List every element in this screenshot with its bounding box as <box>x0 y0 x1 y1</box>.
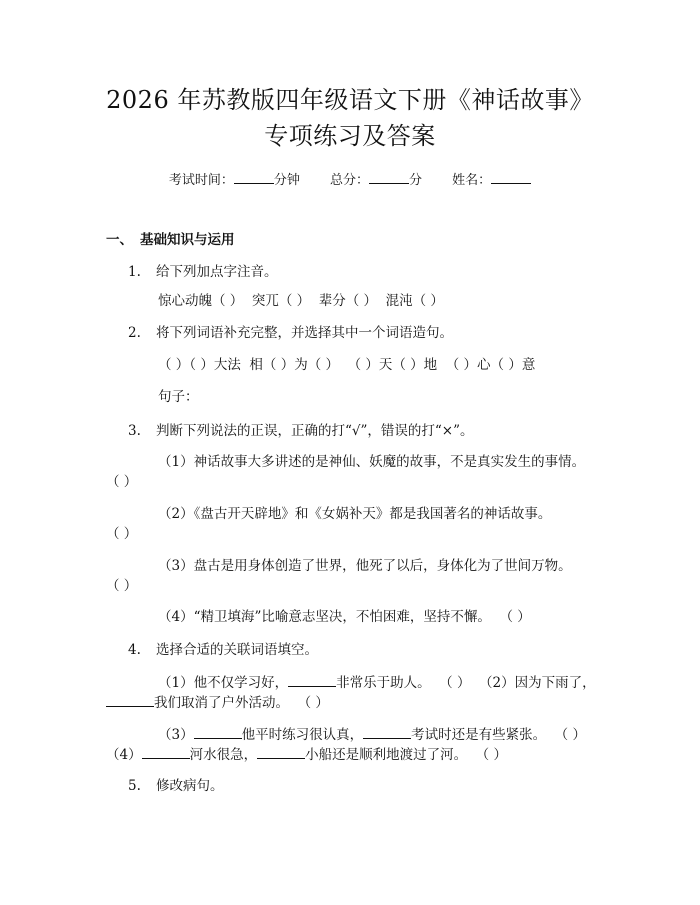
exam-score: 总分： 分 <box>330 173 422 188</box>
exam-time: 考试时间： 分钟 <box>169 173 300 188</box>
question-4: 4. 选择合适的关联词语填空。 <box>128 642 318 658</box>
section-heading: 一、 基础知识与运用 <box>106 232 235 248</box>
fill-blank <box>288 672 336 687</box>
fill-blank <box>194 724 242 739</box>
question-3-statement-2: （2）《盘古开天辟地》和《女娲补天》都是我国著名的神话故事。 <box>158 506 552 522</box>
question-1: 1. 给下列加点字注音。 <box>128 264 278 280</box>
fill-blank <box>106 692 154 707</box>
question-4-line-4: （4） 河水很急， 小船还是顺利地渡过了河。 （ ） <box>106 744 507 765</box>
fill-blank <box>363 724 411 739</box>
question-4-line-2: 我们取消了户外活动。 （ ） <box>106 692 329 713</box>
fill-blank <box>257 744 305 759</box>
question-3-paren-3: （ ） <box>106 578 138 594</box>
score-blank <box>369 169 409 184</box>
question-2: 2. 将下列词语补充完整，并选择其中一个词语造句。 <box>128 325 453 341</box>
question-1-items: 惊心动魄（ ） 突兀（ ） 辈分（ ） 混沌（ ） <box>158 293 444 309</box>
fill-blank <box>142 744 190 759</box>
question-4-line-3: （3） 他平时练习很认真， 考试时还是有些紧张。 （ ） <box>158 724 586 745</box>
question-5: 5. 修改病句。 <box>128 778 224 794</box>
exam-meta <box>0 169 700 191</box>
name-blank <box>491 169 531 184</box>
document-title: 2026 年苏教版四年级语文下册《神话故事》 <box>106 86 594 114</box>
question-3-statement-3: （3）盘古是用身体创造了世界，他死了以后，身体化为了世间万物。 <box>158 558 572 574</box>
question-3-paren-1: （ ） <box>106 474 138 490</box>
question-3-statement-1: （1）神话故事大多讲述的是神仙、妖魔的故事，不是真实发生的事情。 <box>158 454 586 470</box>
document-subtitle: 专项练习及答案 <box>264 122 436 150</box>
question-2-items: （ ）（ ）大法 相（ ）为（ ） （ ）天（ ）地 （ ）心（ ）意 <box>158 357 536 373</box>
exam-name: 姓名： <box>452 173 531 188</box>
time-blank <box>234 169 274 184</box>
question-3-statement-4: （4）“精卫填海”比喻意志坚决，不怕困难，坚持不懈。 （ ） <box>158 609 531 625</box>
question-3-paren-2: （ ） <box>106 526 138 542</box>
question-3: 3. 判断下列说法的正误，正确的打“√”，错误的打“×”。 <box>128 423 474 439</box>
question-2-sentence: 句子： <box>158 389 199 405</box>
question-4-line-1: （1）他不仅学习好， 非常乐于助人。 （ ） （2）因为下雨了， <box>158 672 596 693</box>
